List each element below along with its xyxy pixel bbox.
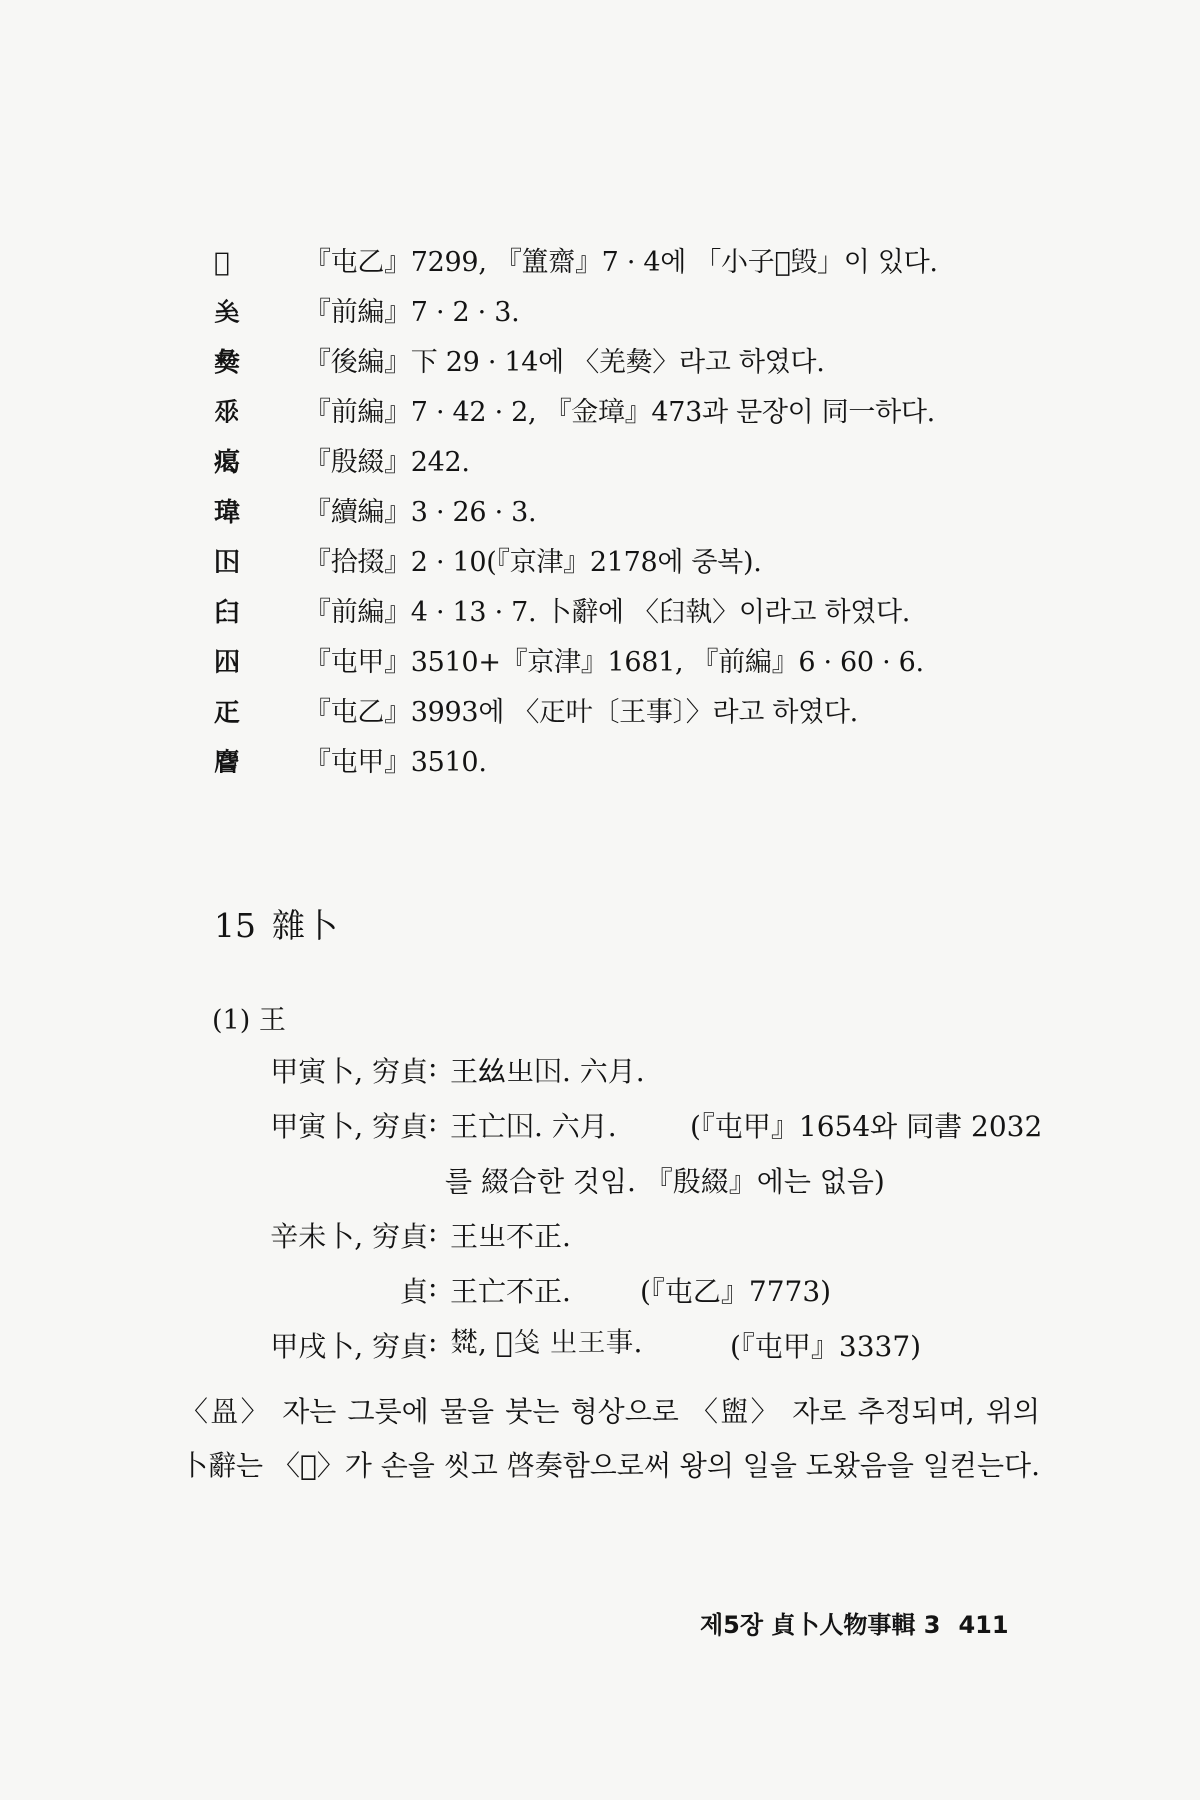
page-footer — [700, 1605, 1009, 1640]
oracle-glyph: 瑋 — [214, 498, 241, 528]
reference-row — [214, 740, 1114, 790]
oracle-glyph: 𦥑 — [214, 598, 241, 628]
oracle-glyph: 𡗞 — [214, 298, 241, 328]
oracle-glyph: 𤸎 — [214, 448, 241, 478]
reference-row — [214, 340, 1114, 390]
reference-text: 『續編』3 · 26 · 3. — [304, 497, 537, 528]
inscription-line — [0, 1270, 1200, 1325]
reference-text: 『前編』4 · 13 · 7. 卜辭에 〈𦥑執〉이라고 하였다. — [304, 597, 911, 628]
reference-text: 『拾掇』2 · 10(『京津』2178에 중복). — [304, 547, 762, 578]
oracle-glyph: 𡆧 — [214, 648, 241, 678]
inscription-line — [0, 1325, 1200, 1380]
inscription-prefix: 甲寅卜, 穷貞 — [270, 1110, 428, 1143]
oracle-glyph: 𡆥 — [214, 548, 241, 578]
reference-text: 『屯乙』3993에 〈𤴓叶〔王事〕〉라고 하였다. — [304, 697, 858, 728]
oracle-glyph: 𤕫 — [214, 248, 230, 278]
inscription-prefix: 甲戌卜, 穷貞 — [270, 1330, 428, 1363]
oracle-glyph: 𪊨 — [214, 748, 241, 778]
section-number: 15 — [214, 906, 256, 945]
reference-row — [214, 440, 1114, 490]
reference-text: 『殷綴』242. — [304, 447, 470, 478]
reference-text: 『屯乙』7299, 『簠齋』7 · 4에 「小子𤕫毁」이 있다. — [304, 247, 938, 278]
inscription-colon: : — [428, 1105, 438, 1138]
section-title: 雜卜 — [272, 906, 338, 945]
oracle-glyph: 𤴓 — [214, 698, 241, 728]
inscription-body: 王亡不正. — [450, 1275, 571, 1308]
inscription-colon: : — [428, 1050, 438, 1083]
inscription-body: 王㞢不正. — [450, 1220, 571, 1253]
reference-row — [214, 240, 1114, 290]
inscription-prefix: 辛未卜, 穷貞 — [270, 1220, 428, 1253]
inscription-line — [0, 1215, 1200, 1270]
reference-row — [214, 540, 1114, 590]
inscription-list — [0, 1050, 1200, 1380]
oracle-glyph: 𢑱 — [214, 348, 241, 378]
reference-row — [214, 590, 1114, 640]
inscription-body: 王𢆶㞢𡆥. 六月. — [450, 1055, 645, 1088]
page-number: 411 — [958, 1611, 1009, 1639]
inscription-colon: : — [428, 1215, 438, 1248]
running-head: 제5장 貞卜人物事輯 3 — [700, 1611, 941, 1639]
reference-text: 『前編』7 · 42 · 2, 『金璋』473과 문장이 同一하다. — [304, 397, 935, 428]
reference-text: 『屯甲』3510+『京津』1681, 『前編』6 · 60 · 6. — [304, 647, 924, 678]
inscription-line — [0, 1050, 1200, 1105]
inscription-body: 𤕩, 𡧊㦰 㞢王事. — [450, 1326, 643, 1359]
reference-row — [214, 690, 1114, 740]
reference-text: 『前編』7 · 2 · 3. — [304, 297, 520, 328]
inscription-source: (『屯甲』3337) — [730, 1330, 922, 1363]
oracle-glyph: 𠂹 — [214, 398, 241, 428]
inscription-prefix: 貞 — [399, 1275, 428, 1308]
reference-text: 『後編』下 29 · 14에 〈羌𢑱〉라고 하였다. — [304, 347, 825, 378]
inscription-source: (『屯甲』1654와 同書 2032 — [690, 1110, 1043, 1143]
inscription-prefix: 甲寅卜, 穷貞 — [270, 1055, 428, 1088]
reference-row — [214, 490, 1114, 540]
reference-row — [214, 290, 1114, 340]
commentary-paragraph: 〈𥁕〉 자는 그릇에 물을 붓는 형상으로 〈盥〉 자로 추정되며, 위의 卜辭는 〈𡧊〉가 손을 씻고 啓奏함으로써 왕의 일을 도왔음을 일컫는다. — [180, 1395, 1040, 1482]
inscription-line — [0, 1105, 1200, 1160]
continuation-text: 를 綴合한 것임. 『殷綴』에는 없음) — [445, 1165, 885, 1198]
inscription-colon: : — [428, 1325, 438, 1358]
reference-list — [214, 240, 1114, 790]
subsection-heading: (1) 王 — [212, 1005, 286, 1036]
inscription-source: (『屯乙』7773) — [640, 1275, 832, 1308]
reference-row — [214, 640, 1114, 690]
reference-text: 『屯甲』3510. — [304, 747, 487, 778]
reference-row — [214, 390, 1114, 440]
section-heading — [214, 900, 338, 947]
inscription-continuation — [0, 1160, 1200, 1215]
inscription-colon: : — [428, 1270, 438, 1303]
inscription-body: 王亡𡆥. 六月. — [450, 1110, 617, 1143]
